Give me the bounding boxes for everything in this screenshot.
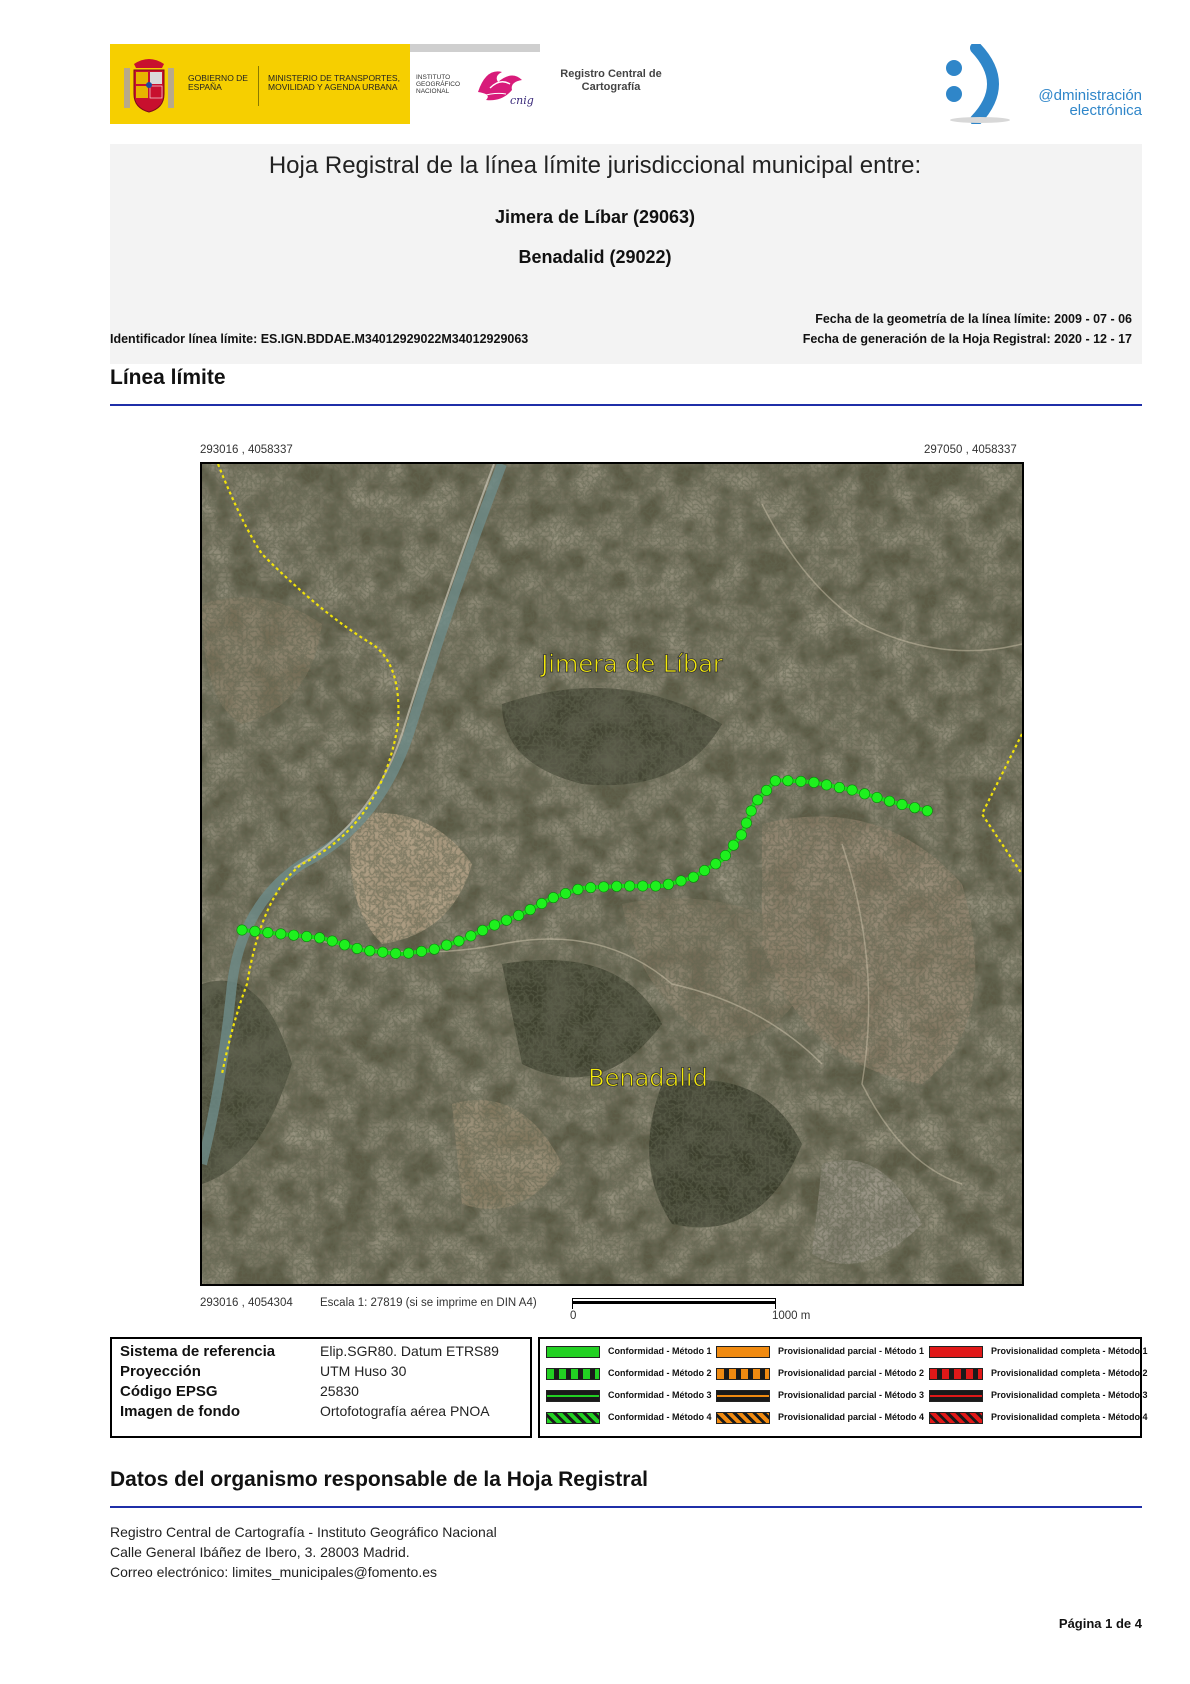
organism-email[interactable]: Correo electrónico: limites_municipales@fomento.es <box>110 1564 438 1580</box>
section-title-boundary: Línea límite <box>110 366 226 389</box>
government-label: GOBIERNO DE ESPAÑA <box>188 73 248 92</box>
boundary-vertex <box>327 936 337 946</box>
orthophoto-map[interactable] <box>200 462 1024 1286</box>
info-value: Ortofotografía aérea PNOA <box>320 1403 490 1419</box>
boundary-vertex <box>477 925 487 935</box>
boundary-vertex <box>688 872 698 882</box>
ministry-label: MINISTERIO DE TRANSPORTES, MOVILIDAD Y AGENDA URBANA <box>268 73 400 92</box>
cnig-logo-icon <box>472 62 540 108</box>
boundary-vertex <box>263 927 273 937</box>
boundary-vertex <box>859 789 869 799</box>
municipality-2: Benadalid (29022) <box>518 247 672 267</box>
boundary-vertex <box>573 884 583 894</box>
header-grey-bar <box>410 44 540 52</box>
tree-texture <box>202 464 1022 1284</box>
boundary-vertex <box>761 785 771 795</box>
coord-top-right: 297050 , 4058337 <box>924 444 1017 456</box>
page-number: Página 1 de 4 <box>1058 1616 1142 1631</box>
boundary-vertex <box>586 882 596 892</box>
boundary-vertex <box>250 926 260 936</box>
boundary-vertex <box>720 850 730 860</box>
scale-tick <box>572 1303 573 1309</box>
cnig-wordmark: cnig <box>510 94 534 107</box>
legend-label: Provisionalidad parcial - Método 4 <box>778 1412 925 1422</box>
legend-swatch <box>929 1412 983 1424</box>
boundary-vertex <box>454 936 464 946</box>
info-value: 25830 <box>320 1383 359 1399</box>
legend-swatch <box>546 1390 600 1402</box>
boundary-vertex <box>746 806 756 816</box>
generation-date: Fecha de generación de la Hoja Registral: 2020 - 12 - 17 <box>802 332 1132 346</box>
logo-divider <box>258 66 259 106</box>
info-value: UTM Huso 30 <box>320 1363 407 1379</box>
legend-label: Provisionalidad completa - Método 3 <box>991 1390 1148 1400</box>
boundary-vertex <box>548 892 558 902</box>
boundary-vertex <box>663 879 673 889</box>
boundary-vertex <box>699 865 709 875</box>
boundary-vertex <box>741 818 751 828</box>
boundary-vertex <box>276 929 286 939</box>
boundary-vertex <box>289 930 299 940</box>
boundary-vertex <box>625 881 635 891</box>
boundary-vertex <box>466 931 476 941</box>
scale-end-label: 1000 m <box>772 1310 811 1322</box>
reference-info-box <box>110 1337 532 1438</box>
map-scale: Escala 1: 27819 (si se imprime en DIN A4) <box>320 1297 537 1309</box>
legend-label: Provisionalidad parcial - Método 3 <box>778 1390 925 1400</box>
boundary-vertex <box>711 859 721 869</box>
legend-swatch <box>716 1346 770 1358</box>
legend-swatch <box>546 1412 600 1424</box>
legend-label: Conformidad - Método 2 <box>608 1368 712 1378</box>
boundary-vertex <box>770 776 780 786</box>
boundary-vertex <box>651 881 661 891</box>
boundary-vertex <box>237 925 247 935</box>
boundary-vertex <box>403 948 413 958</box>
boundary-vertex <box>429 944 439 954</box>
boundary-vertex <box>489 920 499 930</box>
coat-of-arms-icon <box>122 54 176 116</box>
legend-swatch <box>546 1346 600 1358</box>
boundary-identifier: Identificador línea límite: ES.IGN.BDDAE.M34012929022M34012929063 <box>110 332 529 346</box>
legend-label: Conformidad - Método 3 <box>608 1390 712 1400</box>
legend-label: Conformidad - Método 1 <box>608 1346 712 1356</box>
coord-top-left: 293016 , 4058337 <box>200 444 293 456</box>
legend-label: Conformidad - Método 4 <box>608 1412 712 1422</box>
legend-box <box>538 1337 1148 1438</box>
legend-swatch <box>546 1368 600 1380</box>
scale-bar <box>572 1298 776 1304</box>
boundary-vertex <box>809 777 819 787</box>
government-logo-block <box>110 44 410 124</box>
boundary-vertex <box>501 915 511 925</box>
info-key: Imagen de fondo <box>120 1403 240 1420</box>
boundary-vertex <box>910 803 920 813</box>
boundary-vertex <box>847 785 857 795</box>
boundary-vertex <box>537 898 547 908</box>
legend-swatch <box>929 1368 983 1380</box>
boundary-vertex <box>884 796 894 806</box>
geometry-date: Fecha de la geometría de la línea límite: 2009 - 07 - 06 <box>815 312 1132 326</box>
legend-swatch <box>716 1412 770 1424</box>
organism-name: Registro Central de Cartografía - Instituto Geográfico Nacional <box>110 1524 497 1540</box>
boundary-vertex <box>378 947 388 957</box>
info-key: Código EPSG <box>120 1383 218 1400</box>
boundary-vertex <box>821 780 831 790</box>
section-rule <box>110 1506 1142 1508</box>
boundary-vertex <box>736 830 746 840</box>
label-benadalid: Benadalid <box>588 1064 708 1092</box>
info-value: Elip.SGR80. Datum ETRS89 <box>320 1343 499 1359</box>
info-key: Proyección <box>120 1363 201 1380</box>
legend-label: Provisionalidad completa - Método 2 <box>991 1368 1148 1378</box>
boundary-vertex <box>834 782 844 792</box>
boundary-vertex <box>783 776 793 786</box>
coord-bottom-left: 293016 , 4054304 <box>200 1297 293 1309</box>
boundary-vertex <box>753 795 763 805</box>
boundary-vertex <box>365 946 375 956</box>
boundary-vertex <box>796 776 806 786</box>
rcc-label: Registro Central de Cartografía <box>560 68 662 93</box>
boundary-vertex <box>897 799 907 809</box>
boundary-vertex <box>922 806 932 816</box>
boundary-vertex <box>302 931 312 941</box>
boundary-vertex <box>599 882 609 892</box>
municipality-1: Jimera de Líbar (29063) <box>494 207 696 227</box>
legend-label: Provisionalidad completa - Método 1 <box>991 1346 1148 1356</box>
boundary-vertex <box>441 940 451 950</box>
boundary-vertex <box>560 888 570 898</box>
boundary-vertex <box>728 840 738 850</box>
boundary-vertex <box>612 881 622 891</box>
boundary-vertex <box>416 946 426 956</box>
legend-swatch <box>716 1368 770 1380</box>
organism-address: Calle General Ibáñez de Ibero, 3. 28003 Madrid. <box>110 1544 410 1560</box>
page-title: Hoja Registral de la línea límite jurisdiccional municipal entre: <box>268 152 922 179</box>
boundary-vertex <box>391 948 401 958</box>
label-jimera-de-libar: Jimera de Líbar <box>541 650 723 678</box>
scale-tick <box>775 1303 776 1309</box>
scale-start-label: 0 <box>570 1310 577 1322</box>
info-key: Sistema de referencia <box>120 1343 276 1360</box>
boundary-vertex <box>352 943 362 953</box>
ign-label: INSTITUTO GEOGRÁFICO NACIONAL <box>416 74 461 95</box>
administracion-electronica-label: @dministración electrónica <box>1038 87 1142 119</box>
section-rule <box>110 404 1142 406</box>
section-title-organism: Datos del organismo responsable de la Hoja Registral <box>110 1468 648 1491</box>
boundary-vertex <box>513 910 523 920</box>
legend-swatch <box>929 1346 983 1358</box>
legend-label: Provisionalidad parcial - Método 2 <box>778 1368 925 1378</box>
boundary-vertex <box>339 940 349 950</box>
administracion-electronica-logo-icon <box>940 44 1020 124</box>
boundary-vertex <box>638 881 648 891</box>
boundary-vertex <box>314 933 324 943</box>
legend-swatch <box>716 1390 770 1402</box>
legend-swatch <box>929 1390 983 1402</box>
boundary-vertex <box>676 876 686 886</box>
boundary-vertex <box>525 904 535 914</box>
boundary-vertex <box>872 792 882 802</box>
legend-label: Provisionalidad parcial - Método 1 <box>778 1346 925 1356</box>
legend-label: Provisionalidad completa - Método 4 <box>991 1412 1148 1422</box>
